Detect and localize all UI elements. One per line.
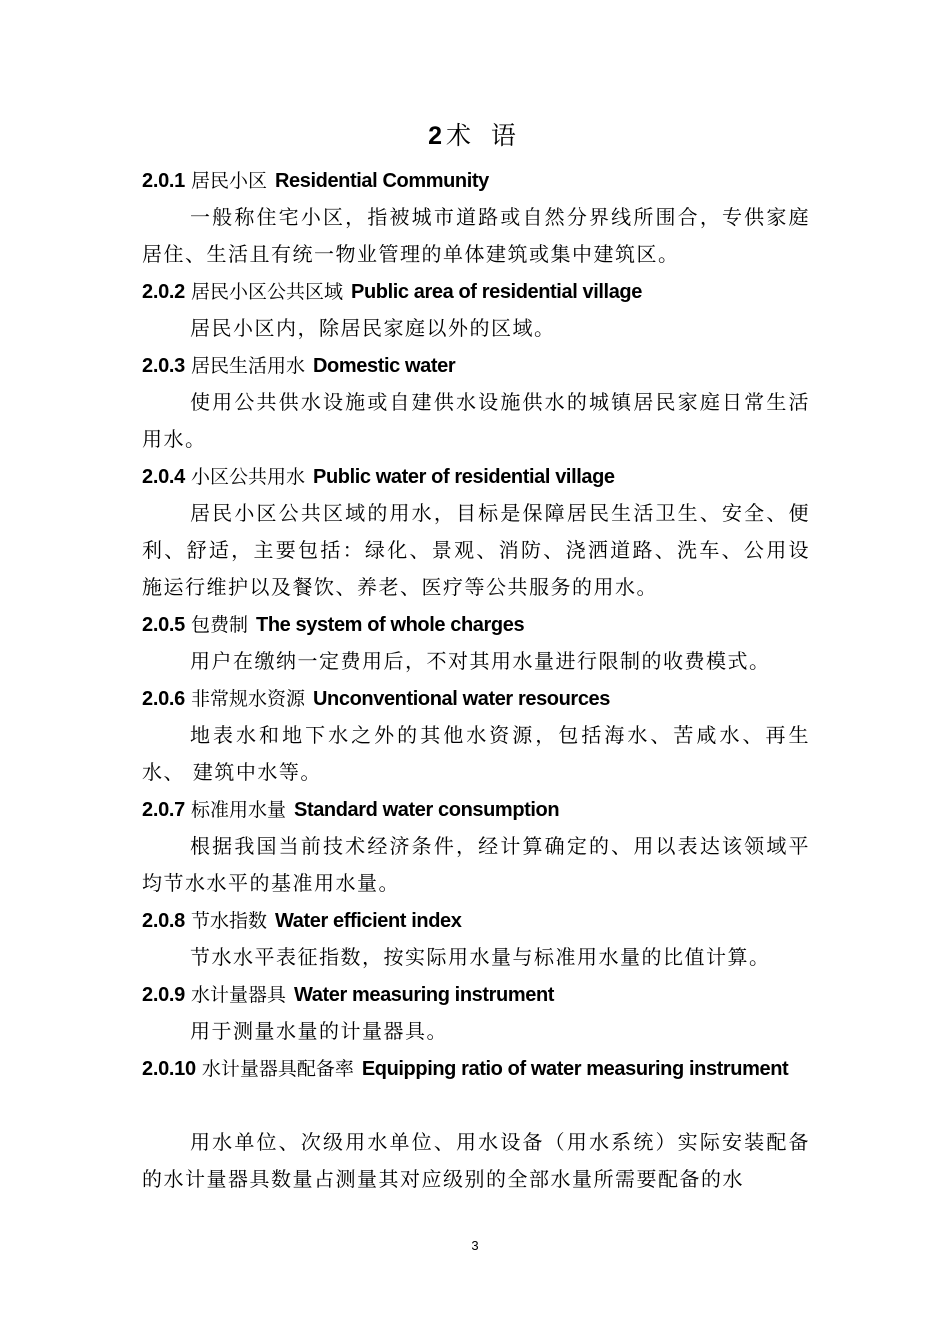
term-heading bbox=[142, 976, 810, 1013]
term-2-0-4 bbox=[142, 458, 810, 606]
term-english-name: Domestic water bbox=[313, 355, 456, 377]
term-2-0-7 bbox=[142, 791, 810, 902]
term-2-0-5 bbox=[142, 606, 810, 680]
term-definition: 根据我国当前技术经济条件，经计算确定的、用以表达该领域平 均节水水平的基准用水量。 bbox=[142, 834, 810, 895]
term-number: 2.0.7 bbox=[142, 799, 185, 821]
term-heading bbox=[142, 606, 810, 643]
term-number: 2.0.9 bbox=[142, 984, 185, 1006]
term-heading bbox=[142, 1050, 810, 1124]
term-english-name: Standard water consumption bbox=[294, 799, 560, 821]
term-english-name: Water measuring instrument bbox=[294, 984, 555, 1006]
term-definition: 居民小区公共区域的用水，目标是保障居民生活卫生、安全、便 利、舒适，主要包括：绿化、景观、消防、浇洒道路、洗车、公用设 施运行维护以及餐饮、养老、医疗等公共服务的用水。 bbox=[142, 501, 810, 599]
term-2-0-1 bbox=[142, 162, 810, 273]
term-chinese-name: 水计量器具配备率 bbox=[201, 1058, 354, 1080]
chapter-number: 2 bbox=[428, 122, 442, 150]
term-definition: 居民小区内，除居民家庭以外的区域。 bbox=[190, 316, 556, 340]
term-definition: 用户在缴纳一定费用后，不对其用水量进行限制的收费模式。 bbox=[190, 649, 771, 673]
term-number: 2.0.4 bbox=[142, 466, 185, 488]
term-chinese-name: 标准用水量 bbox=[190, 799, 286, 821]
page-number: 3 bbox=[471, 1238, 479, 1253]
terms-list bbox=[142, 162, 810, 1198]
term-heading bbox=[142, 162, 810, 199]
term-number: 2.0.3 bbox=[142, 355, 185, 377]
term-2-0-2 bbox=[142, 273, 810, 347]
term-heading bbox=[142, 347, 810, 384]
term-2-0-3 bbox=[142, 347, 810, 458]
term-number: 2.0.6 bbox=[142, 688, 185, 710]
term-english-name: Residential Community bbox=[275, 170, 489, 192]
term-2-0-8 bbox=[142, 902, 810, 976]
term-heading bbox=[142, 791, 810, 828]
term-chinese-name: 包费制 bbox=[190, 614, 248, 636]
term-number: 2.0.1 bbox=[142, 170, 185, 192]
term-definition: 地表水和地下水之外的其他水资源，包括海水、苦咸水、再生水、 建筑中水等。 bbox=[142, 723, 810, 784]
term-2-0-10 bbox=[142, 1050, 810, 1198]
chapter-title-text: 术 语 bbox=[445, 121, 522, 150]
term-definition: 用水单位、次级用水单位、用水设备（用水系统）实际安装配备 的水计量器具数量占测量其对应级别的全部水量所需要配备的水 bbox=[142, 1130, 810, 1191]
term-definition: 节水水平表征指数，按实际用水量与标准用水量的比值计算。 bbox=[190, 945, 771, 969]
term-english-name: Public area of residential village bbox=[351, 281, 642, 303]
term-heading bbox=[142, 273, 810, 310]
term-definition: 使用公共供水设施或自建供水设施供水的城镇居民家庭日常生活用水。 bbox=[142, 390, 810, 451]
term-english-name: Public water of residential village bbox=[313, 466, 615, 488]
term-number: 2.0.8 bbox=[142, 910, 185, 932]
term-heading bbox=[142, 458, 810, 495]
term-heading bbox=[142, 902, 810, 939]
term-definition: 用于测量水量的计量器具。 bbox=[190, 1019, 448, 1043]
term-english-name: The system of whole charges bbox=[256, 614, 525, 636]
term-2-0-6 bbox=[142, 680, 810, 791]
term-english-name: Water efficient index bbox=[275, 910, 462, 932]
term-number: 2.0.2 bbox=[142, 281, 185, 303]
term-heading bbox=[142, 680, 810, 717]
term-definition: 一般称住宅小区，指被城市道路或自然分界线所围合，专供家庭 居住、生活且有统一物业管理的单体建筑或集中建筑区。 bbox=[142, 205, 810, 266]
term-english-name: Equipping ratio of water measuring instrument bbox=[361, 1058, 789, 1080]
term-number: 2.0.5 bbox=[142, 614, 185, 636]
term-chinese-name: 居民生活用水 bbox=[190, 355, 305, 377]
term-chinese-name: 居民小区公共区域 bbox=[190, 281, 343, 303]
chapter-title bbox=[0, 118, 950, 154]
term-chinese-name: 节水指数 bbox=[190, 910, 267, 932]
term-chinese-name: 水计量器具 bbox=[190, 984, 286, 1006]
term-chinese-name: 小区公共用水 bbox=[190, 466, 305, 488]
term-chinese-name: 非常规水资源 bbox=[190, 688, 305, 710]
term-chinese-name: 居民小区 bbox=[190, 170, 267, 192]
term-number: 2.0.10 bbox=[142, 1058, 196, 1080]
term-2-0-9 bbox=[142, 976, 810, 1050]
term-english-name: Unconventional water resources bbox=[313, 688, 610, 710]
